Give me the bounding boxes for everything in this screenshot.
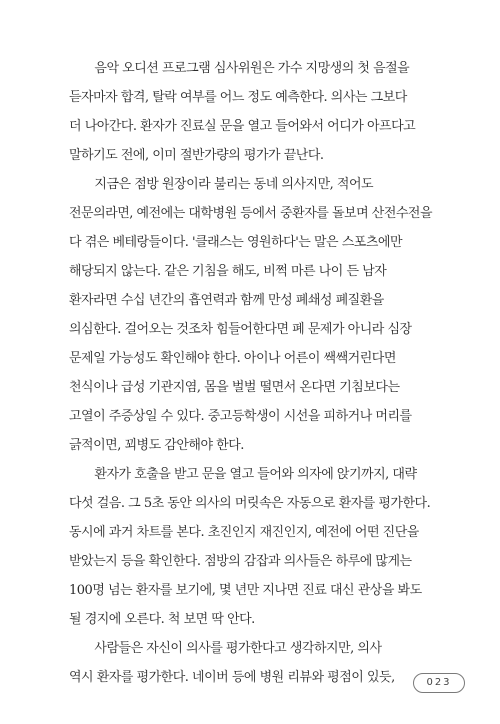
text-line: 동시에 과거 차트를 본다. 초진인지 재진인지, 예전에 어떤 진단을 [69,525,419,540]
text-line: 전문의라면, 예전에는 대학병원 등에서 중환자를 돌보며 산전수전을 [69,206,433,221]
text-line: 사람들은 자신이 의사를 평가한다고 생각하지만, 의사 [69,641,382,656]
text-line: 의심한다. 걸어오는 것조차 힘들어한다면 폐 문제가 아니라 심장 [69,322,412,337]
text-line: 다섯 걸음. 그 5초 동안 의사의 머릿속은 자동으로 환자를 평가한다. [69,496,431,511]
paragraph [69,460,441,634]
paragraph [69,170,441,460]
paragraph [69,54,441,170]
text-line: 받았는지 등을 확인한다. 점방의 감잡과 의사들은 하루에 많게는 [69,554,412,569]
text-line: 환자라면 수십 년간의 흡연력과 함께 만성 폐쇄성 폐질환을 [69,293,384,308]
text-line: 문제일 가능성도 확인해야 한다. 아이나 어른이 쌕쌕거린다면 [69,351,396,366]
text-line: 듣자마자 합격, 탈락 여부를 어느 정도 예측한다. 의사는 그보다 [69,90,407,105]
text-line: 100명 넘는 환자를 보기에, 몇 년만 지나면 진료 대신 관상을 봐도 [69,583,422,598]
text-line: 역시 환자를 평가한다. 네이버 등에 병원 리뷰와 평점이 있듯, [69,670,395,685]
body-text [69,54,441,692]
text-line: 다 겪은 베테랑들이다. '클래스는 영원하다'는 말은 스포츠에만 [69,235,403,250]
paragraph [69,634,441,692]
text-line: 될 경지에 오른다. 척 보면 딱 안다. [69,612,255,627]
text-line: 환자가 호출을 받고 문을 열고 들어와 의자에 앉기까지, 대략 [69,467,417,482]
text-line: 고열이 주증상일 수 있다. 중고등학생이 시선을 피하거나 머리를 [69,409,412,424]
text-line: 더 나아간다. 환자가 진료실 문을 열고 들어와서 어디가 아프다고 [69,119,416,134]
text-line: 해당되지 않는다. 같은 기침을 해도, 비쩍 마른 나이 든 남자 [69,264,387,279]
text-line: 긁적이면, 꾀병도 감안해야 한다. [69,438,244,453]
page-number: 023 [413,673,465,693]
text-line: 지금은 점방 원장이라 불리는 동네 의사지만, 적어도 [69,177,374,192]
text-line: 말하기도 전에, 이미 절반가량의 평가가 끝난다. [69,148,324,163]
text-line: 천식이나 급성 기관지염, 몸을 벌벌 떨면서 온다면 기침보다는 [69,380,400,395]
text-line: 음악 오디션 프로그램 심사위원은 가수 지망생의 첫 음절을 [69,61,410,76]
